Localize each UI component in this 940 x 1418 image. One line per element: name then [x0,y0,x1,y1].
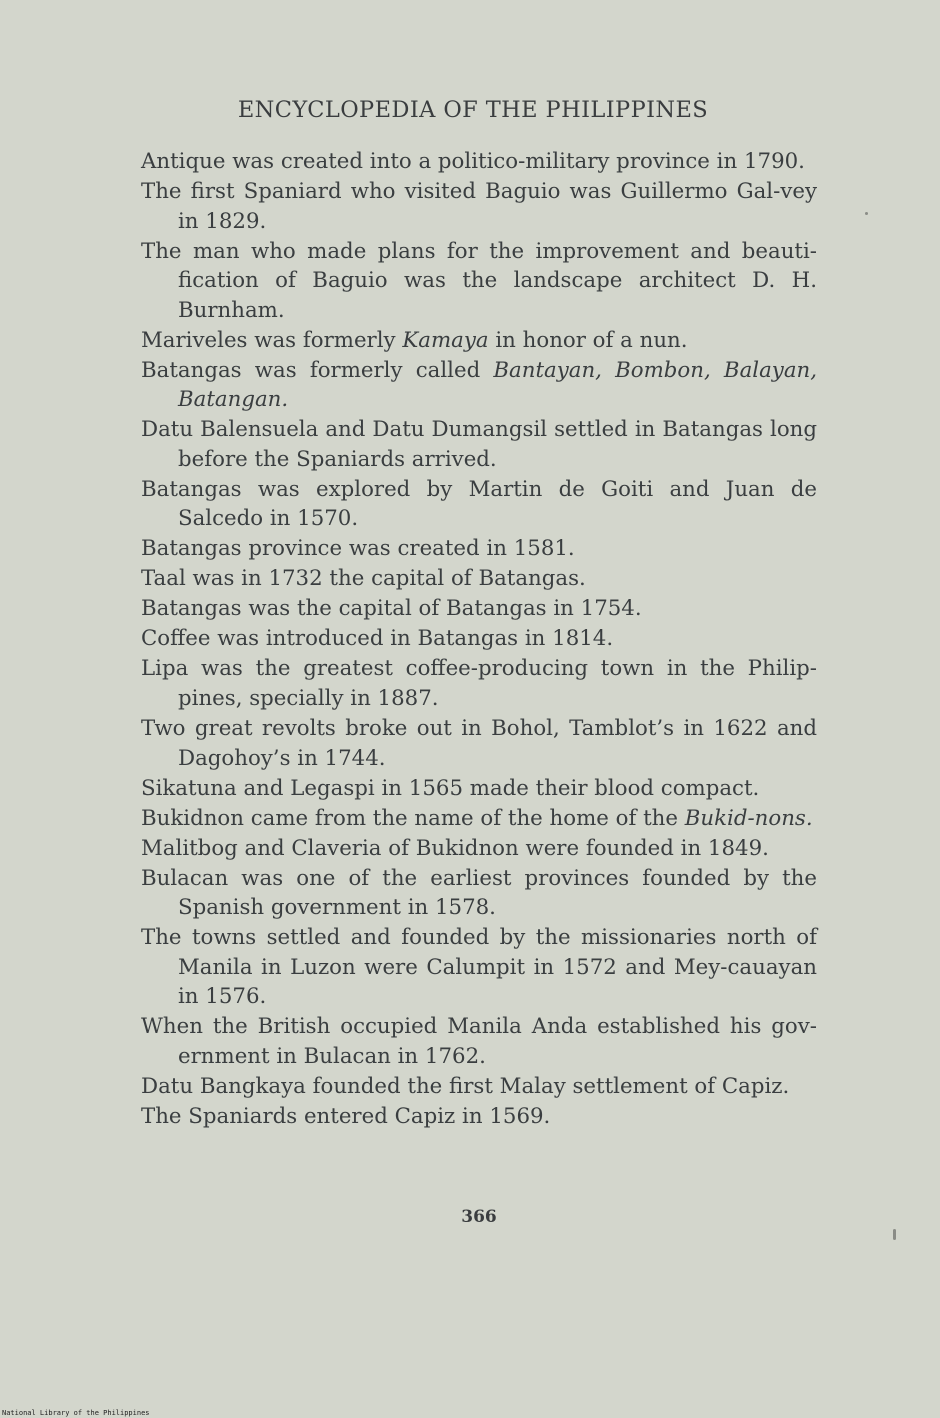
entry-text: Datu Balensuela and Datu Dumangsil settled in Batangas long before the Spaniards arrived. [141,417,817,472]
list-item [141,147,817,177]
list-item [141,714,817,773]
entry-text: Batangas was explored by Martin de Goiti and Juan de Salcedo in 1570. [141,476,817,532]
entry-text: Batangas was the capital of Batangas in 1754. [141,596,642,622]
list-item [141,864,817,923]
page-number: 366 [461,1207,497,1227]
list-item [141,834,817,864]
running-head: ENCYCLOPEDIA OF THE PHILIPPINES [237,97,709,123]
list-item [141,237,817,326]
entry-text: Mariveles was formerly [141,327,403,353]
list-item [141,1072,817,1102]
list-item [141,415,817,474]
entry-text: Two great revolts broke out in Bohol, Tamblot’s in 1622 and Dagohoy’s in 1744. [141,715,817,771]
list-item [141,326,817,356]
entry-text: When the British occupied Manila Anda established his gov-ernment in Bulacan in 1762. [141,1014,817,1069]
list-item [141,177,817,236]
entry-text: The towns settled and founded by the missionaries north of Manila in Luzon were Calumpit in 1572 and Mey-cauayan in 1576. [141,925,817,1010]
entry-list [141,147,817,1132]
list-item [141,774,817,804]
entry-text: The first Spaniard who visited Baguio was Guillermo Gal-vey in 1829. [141,178,817,234]
entry-text: Coffee was introduced in Batangas in 1814. [141,626,614,652]
entry-text: Taal was in 1732 the capital of Batangas. [141,566,586,592]
entry-text: Lipa was the greatest coffee-producing town in the Philip-pines, specially in 1887. [141,656,817,711]
list-item [141,923,817,1012]
list-item [141,534,817,564]
entry-text: Malitbog and Claveria of Bukidnon were founded in 1849. [141,835,769,861]
paper-speck [865,212,868,215]
list-item [141,564,817,594]
list-item [141,624,817,654]
list-item [141,356,817,415]
entry-text: The Spaniards entered Capiz in 1569. [141,1103,551,1129]
entry-italic-term: Kamaya [402,327,489,353]
entry-italic-term: Bukid-nons. [684,805,813,831]
entry-text: Sikatuna and Legaspi in 1565 made their blood compact. [141,775,760,801]
paper-speck [893,1229,896,1240]
entry-text: Batangas was formerly called [141,357,494,383]
list-item [141,804,817,834]
entry-text: Datu Bangkaya founded the first Malay settlement of Capiz. [141,1073,790,1099]
entry-text: Bulacan was one of the earliest provinces founded by the Spanish government in 1578. [141,865,817,921]
footer-credit: National Library of the Philippines [2,1409,150,1417]
entry-text: Bukidnon came from the name of the home of the [141,805,685,831]
entry-text: Antique was created into a politico-military province in 1790. [141,149,805,174]
entry-italic-term: Bantayan, Bombon, Balayan, Batangan. [178,357,818,413]
entry-text: Batangas province was created in 1581. [141,536,575,562]
list-item [141,1102,817,1132]
list-item [141,654,817,713]
entry-text: The man who made plans for the improvement and beauti-fication of Baguio was the landscape architect D. H. Burnham. [141,238,817,323]
list-item [141,1012,817,1071]
list-item [141,594,817,624]
entry-text: in honor of a nun. [488,327,688,353]
list-item [141,475,817,534]
